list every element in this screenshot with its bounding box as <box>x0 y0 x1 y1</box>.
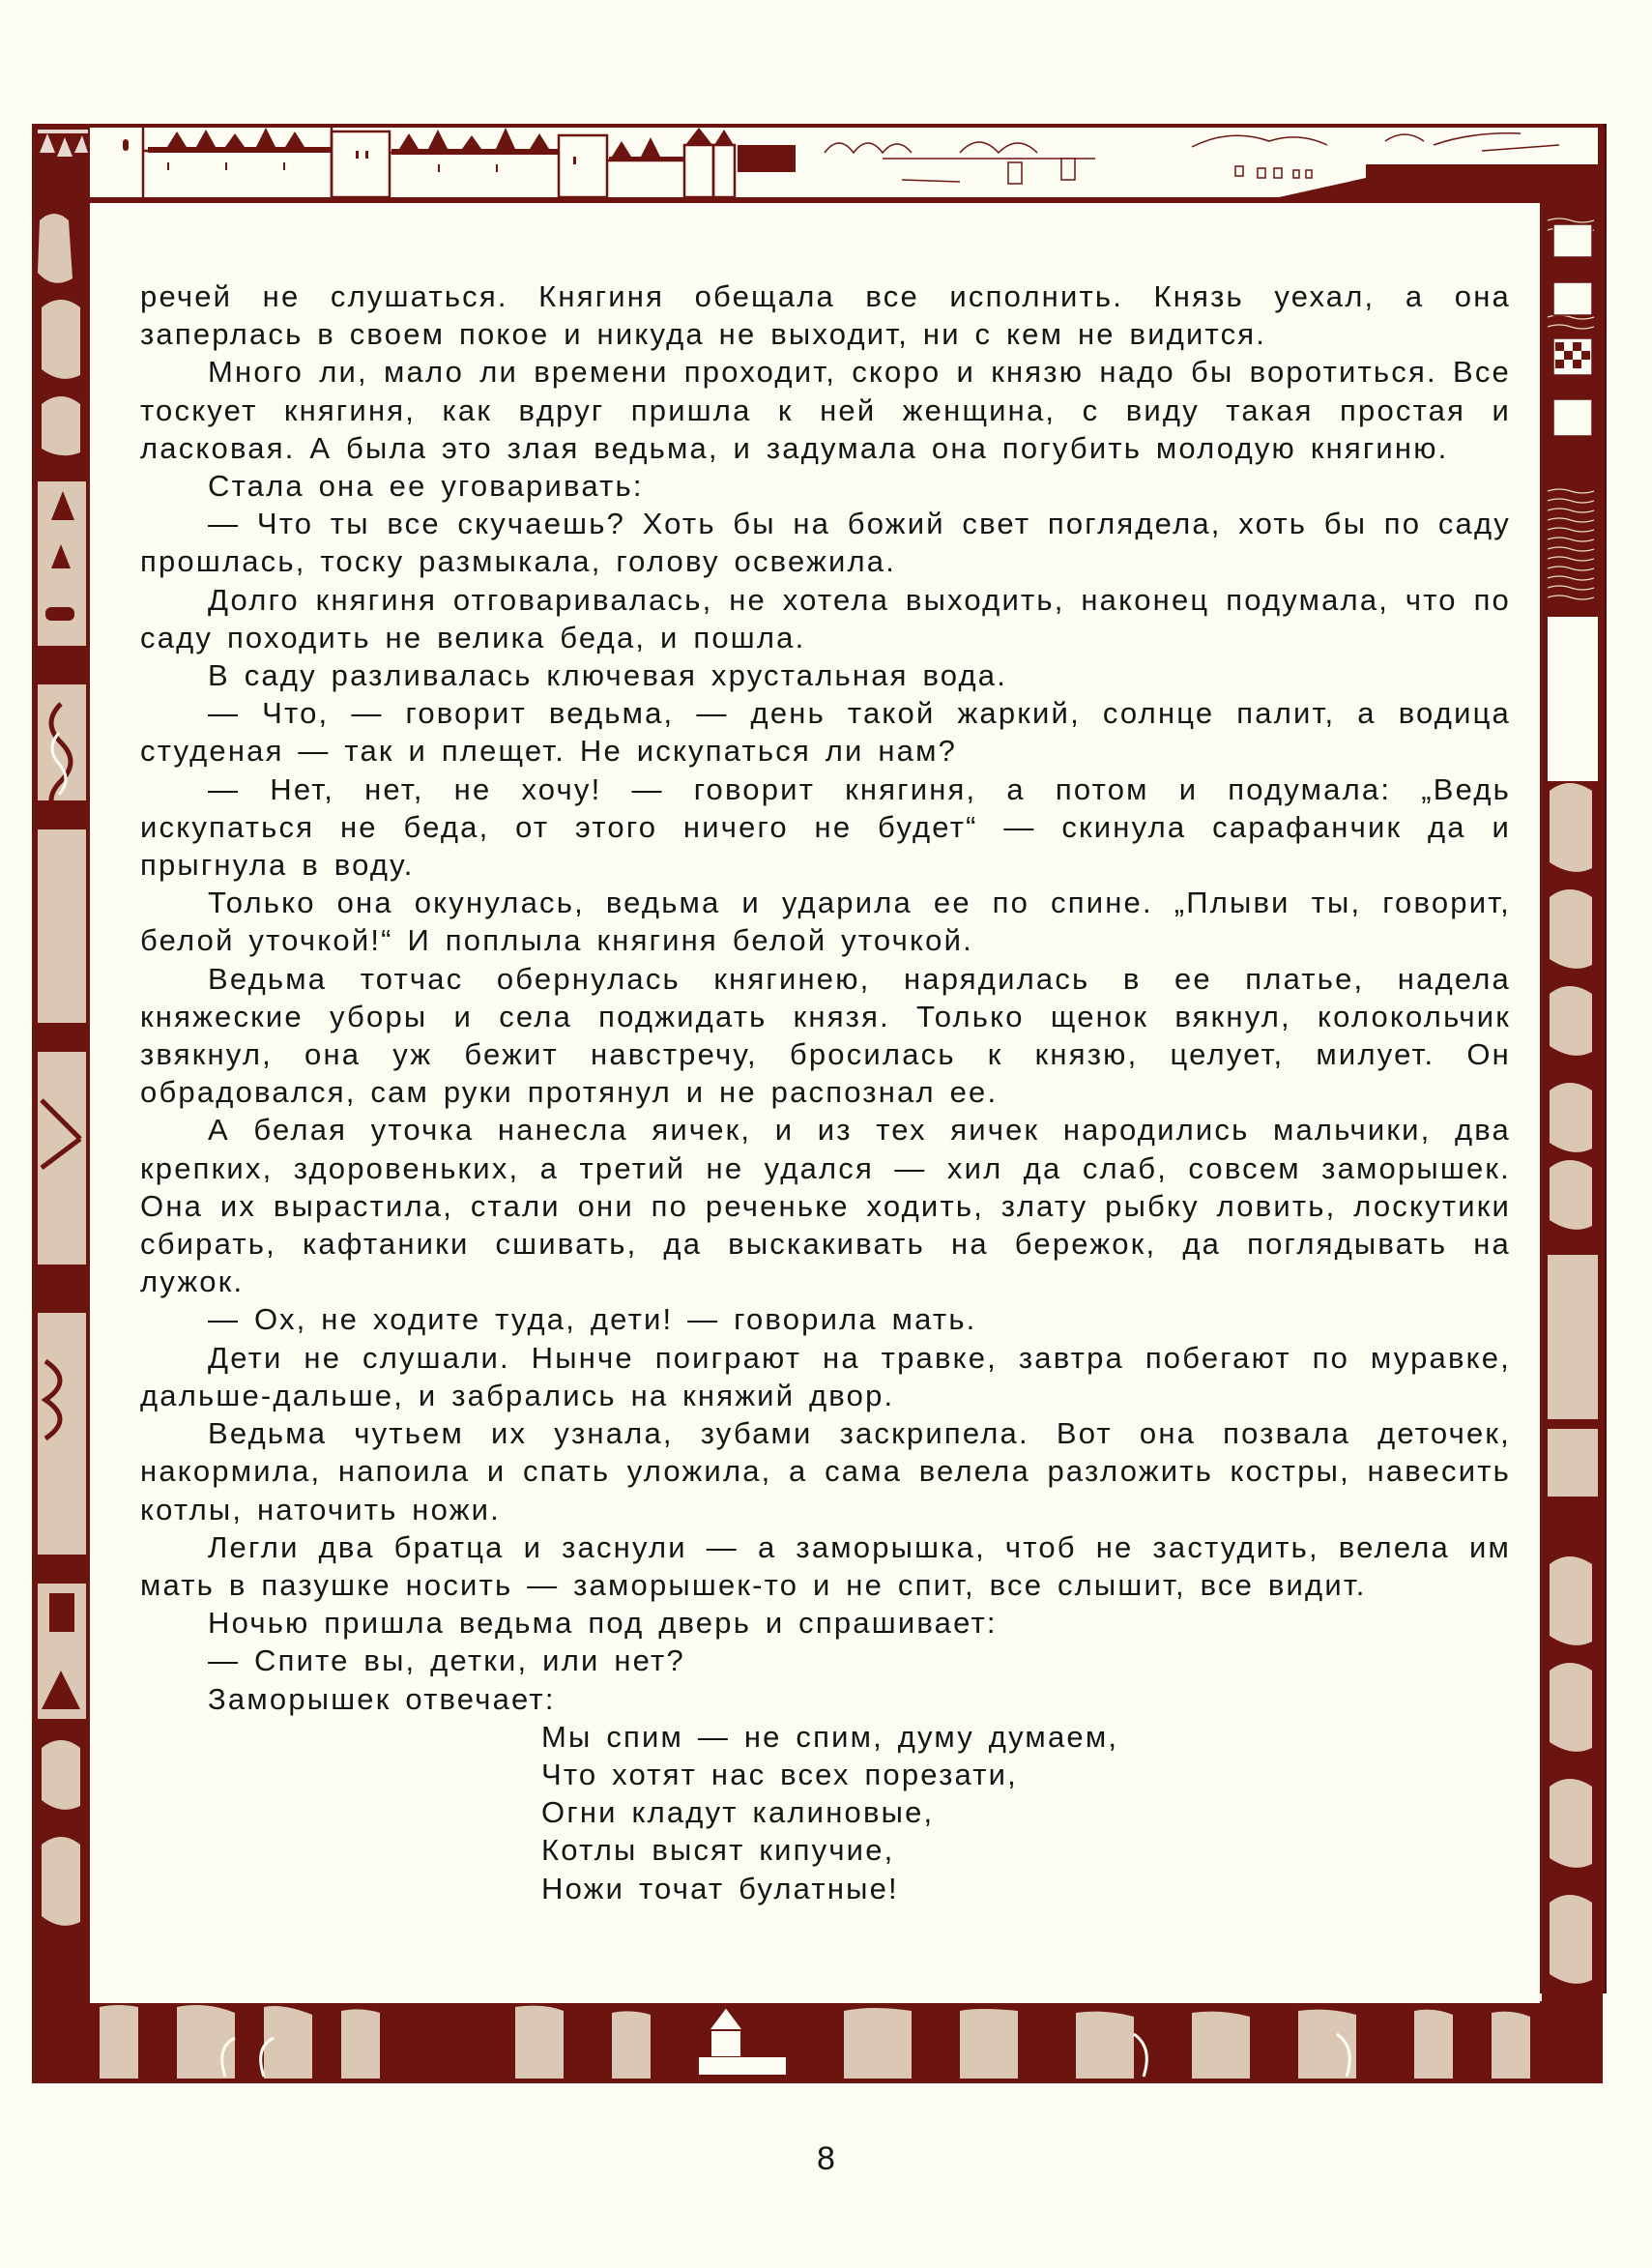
paragraph: Ночью пришла ведьма под дверь и спрашивает: <box>208 1606 998 1641</box>
paragraph: В саду разливалась ключевая хрустальная вода. <box>208 658 1008 693</box>
paragraph: Много ли, мало ли времени проходит, скоро и князю надо бы воротиться. Все тоскует княгиня, как вдруг пришла к ней женщина, с виду такая простая и ласковая. А была это злая ведьма, и задумала она погубить молодую княгиню. <box>140 355 1511 465</box>
top-border-illustration <box>32 124 1603 201</box>
paragraph: — Нет, нет, не хочу! — говорит княгиня, а потом и подумала: „Ведь искупаться не беда, от этого ничего не будет“ — скинула сарафанчик да и прыгнула в воду. <box>140 771 1511 883</box>
paragraph: Только она окунулась, ведьма и ударила ее по спине. „Плыви ты, говорит, белой уточкой!“ И поплыла княгиня белой уточкой. <box>140 886 1511 958</box>
paragraph: Долго княгиня отговаривалась, не хотела выходить, наконец подумала, что по саду походить не велика беда, и пошла. <box>140 582 1511 654</box>
bottom-border-illustration <box>32 2001 1603 2083</box>
verse-line: Котлы высят кипучие, <box>541 1833 895 1868</box>
verse <box>541 1718 1511 1907</box>
right-border-illustration <box>1542 201 1603 2001</box>
paragraph: Легли два братца и заснули — а заморышка, чтоб не застудить, велела им мать в пазушке носить — заморышек-то и не спит, все слышит, все видит. <box>140 1529 1511 1602</box>
paragraph: — Спите вы, детки, или нет? <box>208 1643 685 1678</box>
paragraph: — Ох, не ходите туда, дети! — говорила мать. <box>208 1302 977 1337</box>
page-number: 8 <box>817 2140 835 2177</box>
left-border-illustration <box>32 201 90 2001</box>
kremlin-river-scene-icon <box>32 124 1603 203</box>
paragraph: Стала она ее уговаривать: <box>208 469 644 504</box>
verse-line: Мы спим — не спим, думу думаем, <box>541 1719 1119 1754</box>
verse-line: Что хотят нас всех порезати, <box>541 1757 1018 1791</box>
paragraph: — Что ты все скучаешь? Хоть бы на божий свет поглядела, хоть бы по саду прошлась, тоску размыкала, голову освежила. <box>140 507 1511 579</box>
paragraph: Заморышек отвечает: <box>208 1681 556 1716</box>
paragraph: Ведьма чутьем их узнала, зубами заскрипела. Вот она позвала деточек, накормила, напоила и спать уложила, а сама велела разложить костры, навесить котлы, наточить ножи. <box>140 1416 1511 1527</box>
paragraph: — Что, — говорит ведьма, — день такой жаркий, солнце палит, а водица студеная — так и плещет. Не искупаться ли нам? <box>140 696 1511 769</box>
ships-forest-icon <box>1542 201 1603 2001</box>
paragraph: Ведьма тотчас обернулась княгинею, нарядилась в ее платье, надела княжеские уборы и села поджидать князя. Только щенок вякнул, колокольчик звякнул, она уж бежит навстречу, бросилась к князю, целует, милует. Он обрадовался, сам руки протянул и не распознал ее. <box>140 961 1511 1110</box>
forest-hut-scene-icon <box>32 2001 1603 2083</box>
paragraph: Дети не слушали. Нынче поиграют на травке, завтра побегают по муравке, дальше-дальше, и забрались на княжий двор. <box>140 1340 1511 1412</box>
story-text <box>140 277 1511 1907</box>
paragraph: речей не слушаться. Княгиня обещала все исполнить. Князь уехал, а она заперлась в своем покое и никуда не выходит, ни с кем не видится. <box>140 279 1511 352</box>
paragraph: А белая уточка нанесла яичек, и из тех яичек народились мальчики, два крепких, здоровеньких, а третий не удался — хил да слаб, совсем заморышек. Она их вырастила, стали они по реченьке ходить, злату рыбку ловить, лоскутики сбирать, кафтаники сшивать, да выскакивать на бережок, да поглядывать на лужок. <box>140 1113 1511 1299</box>
forest-village-church-icon <box>32 201 90 2001</box>
verse-line: Ножи точат булатные! <box>541 1871 899 1905</box>
verse-line: Огни кладут калиновые, <box>541 1795 935 1830</box>
